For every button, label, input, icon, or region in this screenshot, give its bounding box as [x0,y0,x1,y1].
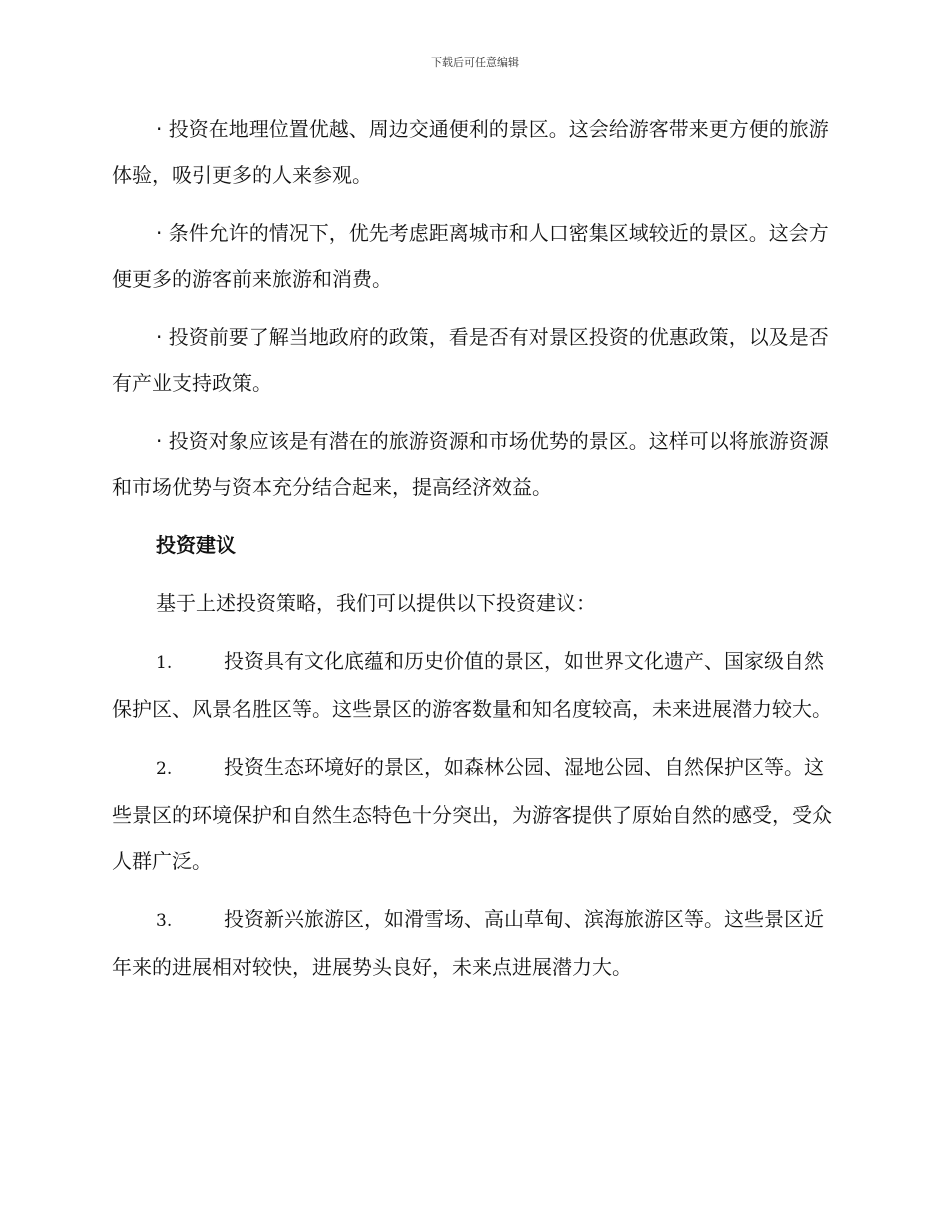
page-header: 下载后可任意编辑 [431,56,519,69]
document-body [112,106,840,1002]
item-text: 投资新兴旅游区，如滑雪场、高山草甸、滨海旅游区等。这些景区近年来的进展相对较快，进展势头良好，未来点进展潜力大。 [112,907,824,979]
bullet-paragraph: · 条件允许的情况下，优先考虑距离城市和人口密集区域较近的景区。这会方便更多的游客前来旅游和消费。 [112,221,829,291]
bullet-paragraph: · 投资对象应该是有潜在的旅游资源和市场优势的景区。这样可以将旅游资源和市场优势与资本充分结合起来，提高经济效益。 [112,429,829,499]
item-text: 投资具有文化底蕴和历史价值的景区，如世界文化遗产、国家级自然保护区、风景名胜区等。这些景区的游客数量和知名度较高，未来进展潜力较大。 [112,649,832,721]
item-number: 3. [156,911,173,931]
section-heading: 投资建议 [156,533,236,557]
item-text: 投资生态环境好的景区，如森林公园、湿地公园、自然保护区等。这些景区的环境保护和自然生态特色十分突出，为游客提供了原始自然的感受，受众人群广泛。 [112,755,832,873]
numbered-item [112,638,840,732]
section-intro: 基于上述投资策略，我们可以提供以下投资建议： [156,591,596,615]
item-number: 1. [156,653,173,673]
bullet-paragraph: · 投资在地理位置优越、周边交通便利的景区。这会给游客带来更方便的旅游体验，吸引更多的人来参观。 [112,117,829,187]
bullet-paragraph: · 投资前要了解当地政府的政策，看是否有对景区投资的优惠政策，以及是否有产业支持政策。 [112,325,829,395]
numbered-item [112,896,840,990]
numbered-item [112,744,840,884]
item-number: 2. [156,759,173,779]
